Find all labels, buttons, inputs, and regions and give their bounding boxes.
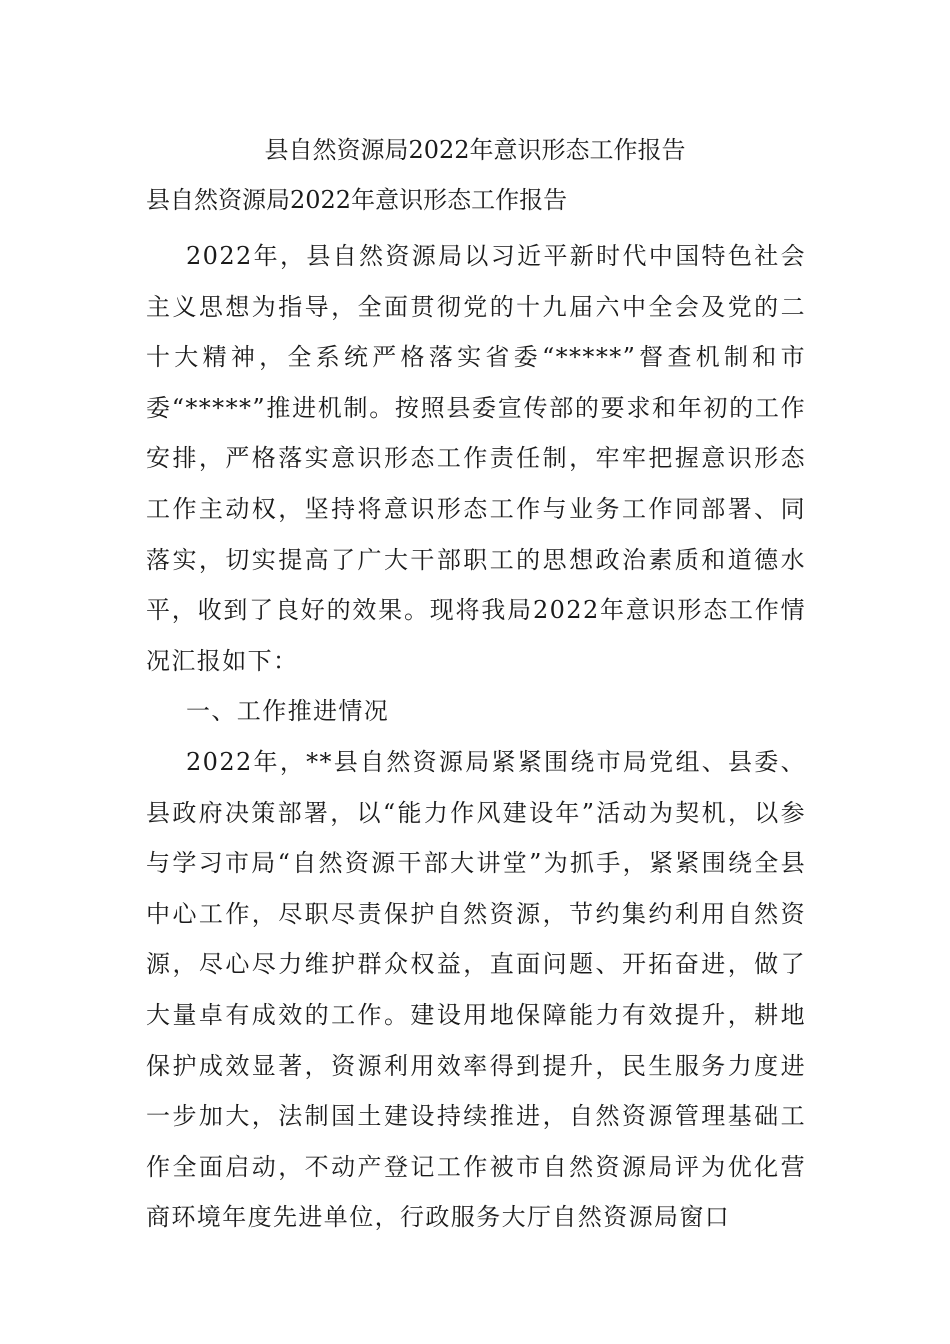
section-heading-work-progress: 一、工作推进情况: [186, 697, 390, 726]
document-subtitle: 县自然资源局2022年意识形态工作报告: [146, 186, 568, 214]
document-title: 县自然资源局2022年意识形态工作报告: [264, 136, 686, 164]
paragraph-intro: 2022年，县自然资源局以习近平新时代中国特色社会主义思想为指导，全面贯彻党的十九届六中全会及党的二十大精神，全系统严格落实省委“*****”督查机制和市委“*****”推进机制。按照县委宣传部的要求和年初的工作安排，严格落实意识形态工作责任制，牢牢把握意识形态工作主动权，坚持将意识形态工作与业务工作同部署、同落实，切实提高了广大干部职工的思想政治素质和道德水平，收到了良好的效果。现将我局2022年意识形态工作情况汇报如下：: [146, 242, 806, 675]
paragraph-work-progress: 2022年，**县自然资源局紧紧围绕市局党组、县委、县政府决策部署，以“能力作风建设年”活动为契机，以参与学习市局“自然资源干部大讲堂”为抓手，紧紧围绕全县中心工作，尽职尽责保护自然资源，节约集约利用自然资源，尽心尽力维护群众权益，直面问题、开拓奋进，做了大量卓有成效的工作。建设用地保障能力有效提升，耕地保护成效显著，资源利用效率得到提升，民生服务力度进一步加大，法制国土建设持续推进，自然资源管理基础工作全面启动，不动产登记工作被市自然资源局评为优化营商环境年度先进单位，行政服务大厅自然资源局窗口: [146, 747, 806, 1232]
document-body: [146, 231, 806, 1243]
